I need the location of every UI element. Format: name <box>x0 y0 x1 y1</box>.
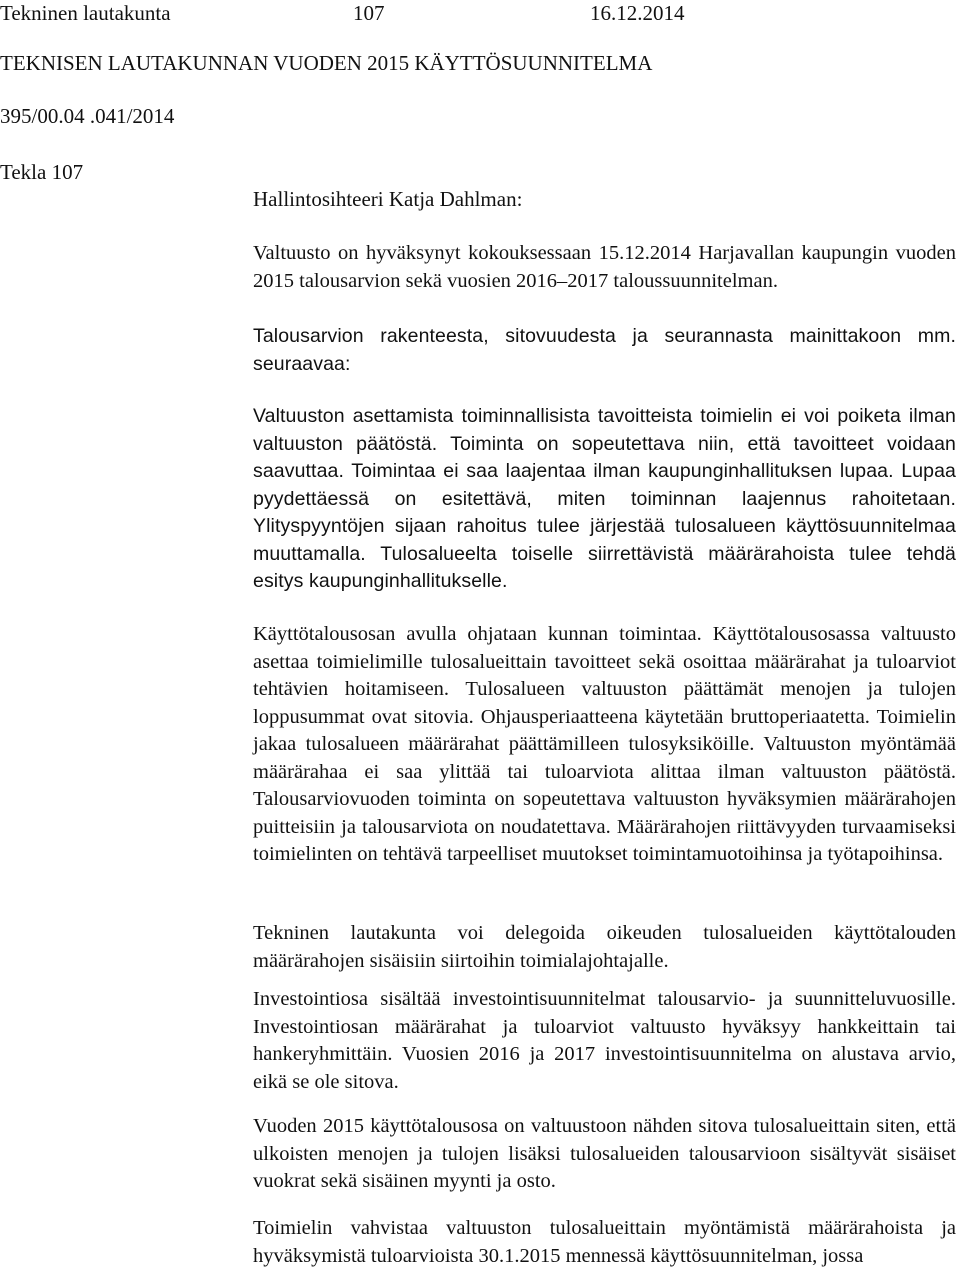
paragraph-8-container <box>253 1215 956 1270</box>
paragraph-7: Vuoden 2015 käyttötalousosa on valtuustoon nähden sitova tulosalueittain siten, että ulkoisten menojen ja tulojen lisäksi tulosalueiden talousarvioon sisältyvät sisäiset vuokrat sekä sisäinen myynti ja osto. <box>253 1115 956 1192</box>
header-section-number: 107 <box>353 1 385 25</box>
paragraph-3: Valtuuston asettamista toiminnallisista tavoitteista toimielin ei voi poiketa ilman valtuuston päätöstä. Toiminta on sopeutettava niin, että tavoitteet voidaan saavuttaa. Toimintaa ei saa laajentaa ilman kaupunginhallituksen lupaa. Lupaa pyydettäessä on esitettävä, miten toiminnan laajennus rahoitetaan. Ylityspyyntöjen sijaan rahoitus tulee järjestää tulosalueen käyttösuunnitelmaa muuttamalla. Tulosalueelta toiselle siirrettävistä määrärahoista tulee tehdä esitys kaupunginhallitukselle. <box>253 405 956 592</box>
record-number: 395/00.04 .041/2014 <box>0 104 175 128</box>
paragraph-4: Käyttötalousosan avulla ohjataan kunnan toimintaa. Käyttötalousosassa valtuusto asettaa toimielimille tulosalueittain tavoitteet sekä osoittaa määrärahat ja tuloarviot tehtävien hoitamiseen. Tulosalueen valtuuston päättämät menojen ja tulojen loppusummat ovat sitovia. Ohjausperiaatteena käytetään bruttoperiaatetta. Toimielin jakaa tulosalueen määrärahat päättämilleen tulosyksiköille. Valtuuston myöntämää määrärahaa ei saa ylittää tai tuloarviota alittaa ilman valtuuston päätöstä. Talousarviovuoden toiminta on sopeutettava valtuuston hyväksymien määrärahojen puitteisiin ja talousarviota on noudatettava. Määrärahojen riittävyyden turvaamiseksi toimielinten on tehtävä tarpeelliset muutokset toimintamuotoihinsa ja työtapoihinsa. <box>253 623 956 865</box>
paragraph-2-container <box>253 323 956 378</box>
paragraph-7-container <box>253 1113 956 1196</box>
paragraph-5-container <box>253 920 956 975</box>
paragraph-8: Toimielin vahvistaa valtuuston tulosalueittain myöntämistä määrärahoista ja hyväksymistä tuloarvioista 30.1.2015 mennessä käyttösuunnitelman, jossa <box>253 1217 956 1267</box>
presenter: Hallintosihteeri Katja Dahlman: <box>253 187 523 211</box>
document-title: TEKNISEN LAUTAKUNNAN VUODEN 2015 KÄYTTÖSUUNNITELMA <box>0 51 653 75</box>
paragraph-1: Valtuusto on hyväksynyt kokouksessaan 15.12.2014 Harjavallan kaupungin vuoden 2015 talousarvion sekä vuosien 2016–2017 taloussuunnitelman. <box>253 242 956 292</box>
paragraph-2: Talousarvion rakenteesta, sitovuudesta ja seurannasta mainittakoon mm. seuraavaa: <box>253 325 956 375</box>
header-date: 16.12.2014 <box>590 1 685 25</box>
paragraph-3-container <box>253 403 956 596</box>
paragraph-1-container <box>253 240 956 295</box>
paragraph-6-container <box>253 986 956 1096</box>
paragraph-5: Tekninen lautakunta voi delegoida oikeuden tulosalueiden käyttötalouden määrärahojen sisäisiin siirtoihin toimialajohtajalle. <box>253 922 956 972</box>
paragraph-6: Investointiosa sisältää investointisuunnitelmat talousarvio- ja suunnitteluvuosille. Investointiosan määrärahat ja tuloarviot valtuusto hyväksyy hankkeittain tai hankeryhmittäin. Vuosien 2016 ja 2017 investointisuunnitelma on alustava arvio, eikä se ole sitova. <box>253 988 956 1093</box>
item-reference: Tekla 107 <box>0 160 84 184</box>
header-body: Tekninen lautakunta <box>0 1 171 25</box>
paragraph-4-container <box>253 621 956 869</box>
